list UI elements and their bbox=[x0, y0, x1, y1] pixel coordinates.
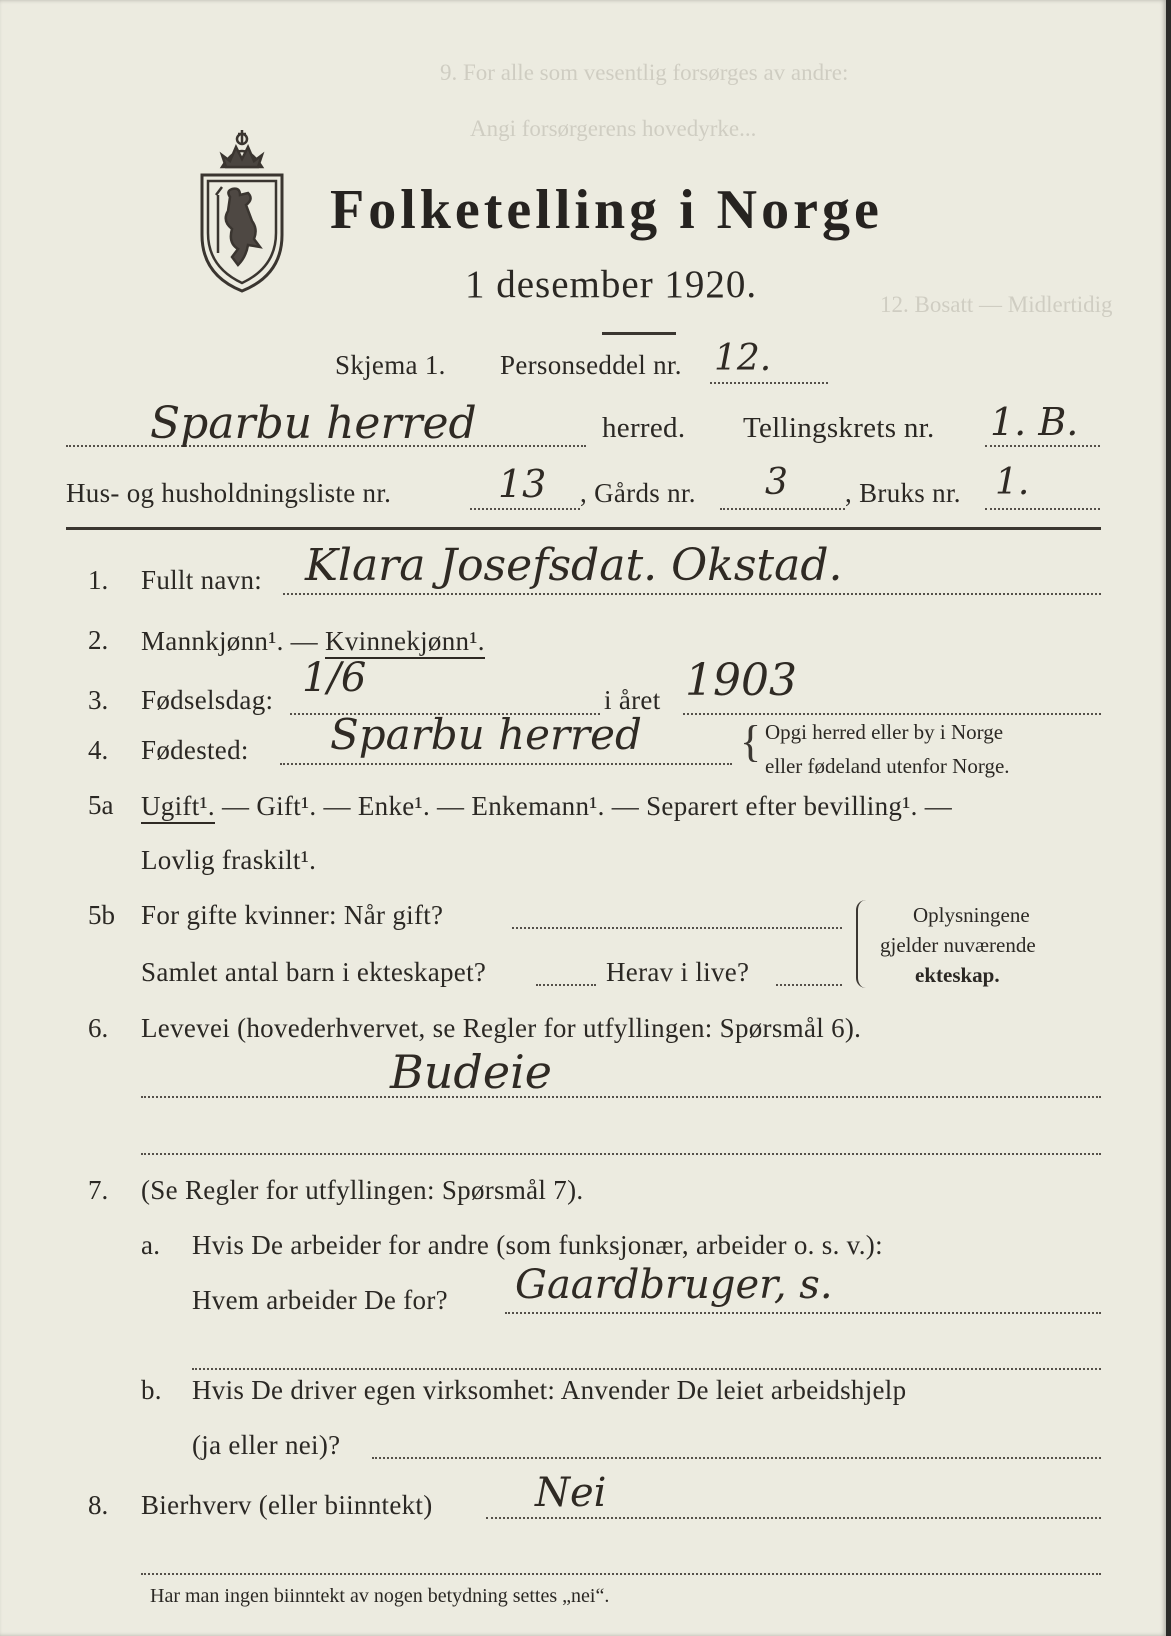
tellingskrets-line bbox=[985, 445, 1100, 447]
married-when-label: For gifte kvinner: Når gift? bbox=[141, 900, 444, 930]
tellingskrets-label: Tellingskrets nr. bbox=[743, 412, 935, 444]
question-number: 5a bbox=[88, 790, 114, 820]
children-alive-line bbox=[776, 984, 842, 986]
husholdningsliste-value: 13 bbox=[498, 462, 547, 506]
header-divider bbox=[66, 527, 1101, 530]
question-number: 2. bbox=[88, 625, 109, 655]
full-name-line bbox=[283, 593, 1101, 595]
husholdningsliste-label: Hus- og husholdningsliste nr. bbox=[66, 478, 392, 508]
footer-note: Har man ingen biinntekt av nogen betydning settes „nei“. bbox=[150, 1585, 610, 1607]
question-number: 7. bbox=[88, 1175, 109, 1205]
birthplace-note: Opgi herred eller by i Norge bbox=[765, 720, 1004, 744]
personseddel-label: Personseddel nr. bbox=[500, 350, 682, 380]
gender-options bbox=[141, 625, 485, 659]
norwegian-coat-of-arms-icon bbox=[188, 125, 296, 295]
full-name-value: Klara Josefsdat. Okstad. bbox=[305, 540, 843, 591]
children-alive-label: Herav i live? bbox=[606, 957, 750, 987]
birthdate-value: 1/6 bbox=[302, 655, 367, 701]
bruks-label: , Bruks nr. bbox=[845, 478, 961, 508]
q7-label: (Se Regler for utfyllingen: Spørsmål 7). bbox=[141, 1175, 584, 1205]
q5b-bracket bbox=[856, 900, 868, 988]
side-income-label: Bierhverv (eller biinntekt) bbox=[141, 1490, 433, 1520]
schema-label: Skjema 1. bbox=[335, 350, 446, 380]
q5b-note: gjelder nuværende bbox=[880, 933, 1036, 957]
occupation-label: Levevei (hovederhvervet, se Regler for utfyllingen: Spørsmål 6). bbox=[141, 1013, 862, 1043]
occupation-line bbox=[141, 1096, 1101, 1098]
marital-other-options: — Gift¹. — Enke¹. — Enkemann¹. — Separert efter bevilling¹. — bbox=[214, 791, 952, 821]
q5b-note: ekteskap. bbox=[915, 963, 1000, 987]
bruks-line bbox=[985, 508, 1100, 510]
side-income-line bbox=[486, 1517, 1101, 1519]
title-divider bbox=[602, 332, 676, 335]
gender-male-option: Mannkjønn¹. — bbox=[141, 626, 326, 656]
married-when-line bbox=[512, 927, 842, 929]
birthplace-note-brace: { bbox=[740, 717, 762, 766]
question-number: 1. bbox=[88, 565, 109, 595]
side-income-line-2 bbox=[141, 1573, 1101, 1575]
gards-value: 3 bbox=[765, 462, 788, 503]
children-total-line bbox=[536, 984, 596, 986]
occupation-line-2 bbox=[141, 1153, 1101, 1155]
birthdate-label: Fødselsdag: bbox=[141, 685, 274, 715]
q7a-letter: a. bbox=[141, 1230, 161, 1260]
herred-value: Sparbu herred bbox=[150, 398, 477, 449]
husholdningsliste-line bbox=[470, 508, 580, 510]
gards-line bbox=[720, 508, 845, 510]
question-number: 5b bbox=[88, 900, 115, 930]
q7a-question: Hvis De arbeider for andre (som funksjonær, arbeider o. s. v.): bbox=[192, 1230, 883, 1260]
birthplace-note: eller fødeland utenfor Norge. bbox=[765, 754, 1010, 778]
birthplace-value: Sparbu herred bbox=[330, 710, 642, 759]
question-number: 4. bbox=[88, 735, 109, 765]
birthplace-label: Fødested: bbox=[141, 735, 249, 765]
birthyear-value: 1903 bbox=[685, 655, 797, 706]
question-number: 3. bbox=[88, 685, 109, 715]
marital-ugift-option: Ugift¹. bbox=[141, 790, 215, 824]
birthplace-line bbox=[280, 763, 732, 765]
employer-line-2 bbox=[192, 1368, 1101, 1370]
personseddel-line bbox=[710, 382, 828, 384]
question-number: 6. bbox=[88, 1013, 109, 1043]
q5b-note: Oplysningene bbox=[913, 903, 1030, 927]
herred-label: herred. bbox=[602, 412, 686, 444]
bleed-through-text: Angi forsørgerens hovedyrke... bbox=[470, 116, 757, 141]
marital-divorced-option: Lovlig fraskilt¹. bbox=[141, 845, 317, 875]
hired-help-label: (ja eller nei)? bbox=[192, 1430, 341, 1460]
employer-line bbox=[505, 1312, 1101, 1314]
gards-label: , Gårds nr. bbox=[580, 478, 696, 508]
bruks-value: 1. bbox=[995, 462, 1030, 503]
birthyear-line bbox=[683, 713, 1101, 715]
marital-status-options bbox=[141, 790, 952, 824]
question-number: 8. bbox=[88, 1490, 109, 1520]
children-total-label: Samlet antal barn i ekteskapet? bbox=[141, 957, 487, 987]
full-name-label: Fullt navn: bbox=[141, 565, 263, 595]
employer-value: Gaardbruger, s. bbox=[515, 1262, 833, 1308]
bleed-through-text: 9. For alle som vesentlig forsørges av andre: bbox=[440, 60, 849, 85]
q7b-letter: b. bbox=[141, 1375, 162, 1405]
hired-help-line bbox=[372, 1457, 1101, 1459]
form-title: Folketelling i Norge bbox=[330, 179, 883, 241]
birthyear-label: i året bbox=[604, 685, 661, 715]
gender-female-option: Kvinnekjønn¹. bbox=[325, 625, 485, 659]
occupation-value: Budeie bbox=[390, 1045, 553, 1099]
personseddel-value: 12. bbox=[714, 338, 772, 379]
employer-label: Hvem arbeider De for? bbox=[192, 1285, 448, 1315]
bleed-through-text: 12. Bosatt — Midlertidig bbox=[880, 292, 1113, 317]
side-income-value: Nei bbox=[535, 1470, 607, 1516]
q7b-question: Hvis De driver egen virksomhet: Anvender De leiet arbeidshjelp bbox=[192, 1375, 907, 1405]
form-date: 1 desember 1920. bbox=[465, 263, 758, 306]
tellingskrets-value: 1. B. bbox=[990, 400, 1079, 444]
